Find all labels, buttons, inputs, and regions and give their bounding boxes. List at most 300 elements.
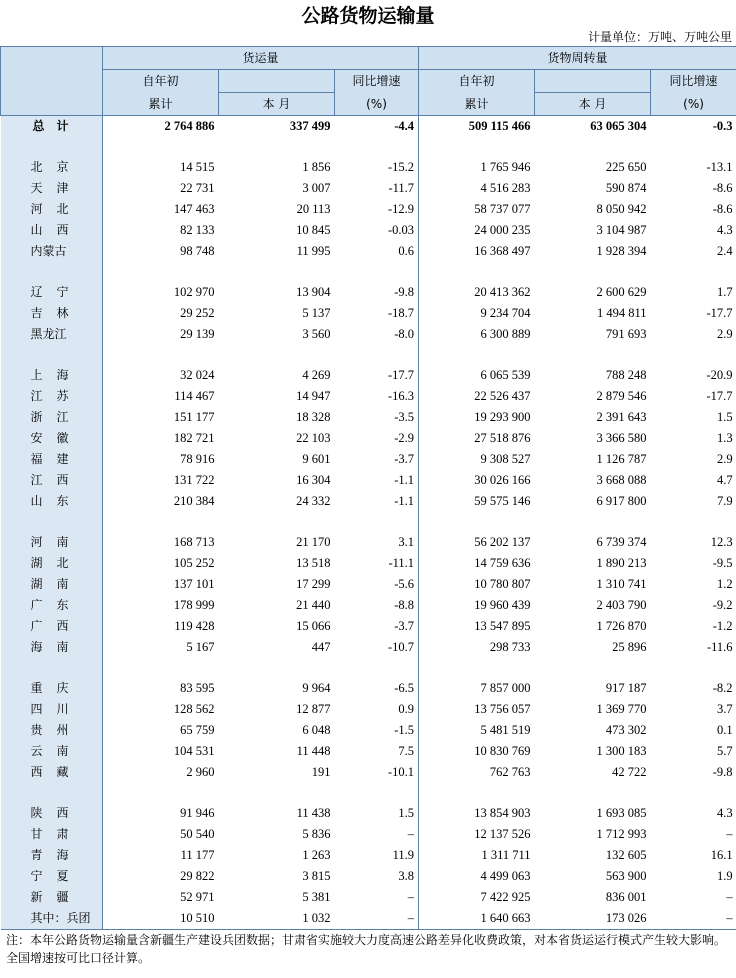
cell-turnover-ytd: 56 202 137 bbox=[474, 535, 531, 549]
spacer-cell bbox=[219, 262, 335, 282]
spacer-cell bbox=[419, 658, 535, 678]
spacer-cell bbox=[535, 658, 651, 678]
spacer-cell bbox=[335, 262, 419, 282]
region-name: 河南 bbox=[1, 532, 103, 553]
cell-freight-yoy: -3.5 bbox=[335, 407, 419, 428]
cell-turnover-ytd: 16 368 497 bbox=[474, 244, 531, 258]
region-name: 重庆 bbox=[1, 678, 103, 699]
cell-freight-ytd: 98 748 bbox=[180, 244, 215, 258]
cell-turnover-yoy: 12.3 bbox=[710, 535, 733, 549]
region-name: 其中：兵团 bbox=[1, 908, 103, 930]
table-row bbox=[1, 241, 736, 262]
cell-turnover-month: 8 050 942 bbox=[596, 202, 647, 216]
cell-freight-yoy: -10.7 bbox=[335, 637, 419, 658]
cell-freight-ytd: 22 731 bbox=[180, 181, 215, 195]
header-freight-yoy-top: 同比增速 bbox=[335, 70, 419, 93]
cell-freight-month: 16 304 bbox=[296, 473, 331, 487]
cell-turnover-month: 1 693 085 bbox=[596, 806, 647, 820]
region-name: 贵州 bbox=[1, 720, 103, 741]
cell-freight-yoy: -3.7 bbox=[335, 616, 419, 637]
cell-turnover-yoy: -20.9 bbox=[706, 368, 733, 382]
region-name: 四川 bbox=[1, 699, 103, 720]
cell-turnover-yoy: -1.2 bbox=[712, 619, 733, 633]
header-turnover: 货物周转量 bbox=[419, 47, 736, 70]
cell-turnover-ytd: 13 854 903 bbox=[474, 806, 531, 820]
spacer-cell bbox=[103, 137, 219, 157]
spacer-cell bbox=[419, 262, 535, 282]
table-row bbox=[1, 220, 736, 241]
cell-turnover-yoy: -8.2 bbox=[712, 681, 733, 695]
cell-freight-ytd: 102 970 bbox=[173, 285, 215, 299]
cell-freight-yoy: -12.9 bbox=[335, 199, 419, 220]
header-turnover-ytd-top: 自年初 bbox=[419, 70, 535, 93]
spacer-cell bbox=[219, 658, 335, 678]
cell-turnover-yoy: 2.4 bbox=[716, 244, 733, 258]
region-name: 山西 bbox=[1, 220, 103, 241]
spacer-cell bbox=[219, 783, 335, 803]
table-row bbox=[1, 470, 736, 491]
table-row bbox=[1, 887, 736, 908]
cell-turnover-ytd: 762 763 bbox=[489, 765, 531, 779]
table-row bbox=[1, 407, 736, 428]
cell-turnover-ytd: 7 857 000 bbox=[480, 681, 531, 695]
spacer-cell bbox=[535, 512, 651, 532]
cell-freight-yoy: 3.1 bbox=[335, 532, 419, 553]
cell-turnover-month: 3 366 580 bbox=[596, 431, 647, 445]
cell-turnover-ytd: 22 526 437 bbox=[474, 389, 531, 403]
cell-freight-month: 21 440 bbox=[296, 598, 331, 612]
cell-turnover-yoy: 1.9 bbox=[716, 869, 733, 883]
cell-freight-yoy: -4.4 bbox=[335, 116, 419, 138]
cell-turnover-yoy: 2.9 bbox=[716, 452, 733, 466]
cell-turnover-ytd: 30 026 166 bbox=[474, 473, 531, 487]
cell-turnover-yoy: 16.1 bbox=[710, 848, 733, 862]
header-freight-month: 本 月 bbox=[219, 93, 335, 116]
region-name: 海南 bbox=[1, 637, 103, 658]
cell-turnover-yoy: – bbox=[726, 827, 733, 841]
region-name: 浙江 bbox=[1, 407, 103, 428]
cell-turnover-ytd: 1 311 711 bbox=[481, 848, 531, 862]
spacer-cell bbox=[103, 658, 219, 678]
spacer-row bbox=[1, 512, 736, 532]
cell-freight-yoy: -10.1 bbox=[335, 762, 419, 783]
cell-freight-ytd: 2 764 886 bbox=[103, 116, 219, 138]
cell-turnover-month: 1 890 213 bbox=[596, 556, 647, 570]
header-turnover-month-top bbox=[535, 70, 651, 93]
table-row bbox=[1, 553, 736, 574]
region-name: 安徽 bbox=[1, 428, 103, 449]
cell-turnover-yoy: 4.3 bbox=[716, 223, 733, 237]
cell-turnover-month: 3 668 088 bbox=[596, 473, 647, 487]
cell-turnover-month: 791 693 bbox=[605, 327, 647, 341]
table-row bbox=[1, 908, 736, 930]
spacer-cell bbox=[535, 345, 651, 365]
cell-turnover-yoy: 1.3 bbox=[716, 431, 733, 445]
cell-turnover-month: 1 712 993 bbox=[596, 827, 647, 841]
region-name: 江西 bbox=[1, 470, 103, 491]
spacer-row bbox=[1, 137, 736, 157]
region-name: 内蒙古 bbox=[1, 241, 103, 262]
spacer-cell bbox=[335, 783, 419, 803]
cell-freight-month: 11 448 bbox=[296, 744, 331, 758]
cell-freight-ytd: 14 515 bbox=[180, 160, 215, 174]
region-name: 陕西 bbox=[1, 803, 103, 824]
table-row bbox=[1, 303, 736, 324]
region-name: 广西 bbox=[1, 616, 103, 637]
spacer-cell bbox=[219, 345, 335, 365]
spacer-cell bbox=[1, 783, 103, 803]
cell-freight-ytd: 178 999 bbox=[173, 598, 215, 612]
cell-turnover-ytd: 14 759 636 bbox=[474, 556, 531, 570]
table-row bbox=[1, 803, 736, 824]
spacer-cell bbox=[335, 345, 419, 365]
row-header-corner bbox=[1, 47, 103, 116]
cell-turnover-yoy: -8.6 bbox=[712, 181, 733, 195]
header-turnover-yoy-bottom: (%) bbox=[651, 93, 736, 116]
cell-freight-ytd: 105 252 bbox=[173, 556, 215, 570]
cell-turnover-yoy: -9.8 bbox=[712, 765, 733, 779]
cell-freight-ytd: 10 510 bbox=[103, 908, 219, 930]
cell-turnover-yoy: -17.7 bbox=[706, 306, 733, 320]
spacer-cell bbox=[1, 512, 103, 532]
cell-turnover-yoy: 4.3 bbox=[716, 806, 733, 820]
cell-turnover-ytd: 13 756 057 bbox=[474, 702, 531, 716]
table-row bbox=[1, 386, 736, 407]
spacer-cell bbox=[103, 512, 219, 532]
spacer-cell bbox=[419, 783, 535, 803]
header-freight-ytd-top: 自年初 bbox=[103, 70, 219, 93]
spacer-cell bbox=[419, 345, 535, 365]
table-row bbox=[1, 365, 736, 386]
spacer-cell bbox=[1, 345, 103, 365]
cell-freight-yoy: -1.1 bbox=[335, 470, 419, 491]
cell-turnover-month: 590 874 bbox=[605, 181, 647, 195]
spacer-cell bbox=[335, 658, 419, 678]
total-row bbox=[1, 116, 736, 138]
region-name: 新疆 bbox=[1, 887, 103, 908]
cell-freight-month: 4 269 bbox=[302, 368, 331, 382]
region-name: 西藏 bbox=[1, 762, 103, 783]
cell-freight-month: 447 bbox=[311, 640, 331, 654]
spacer-cell bbox=[335, 137, 419, 157]
cell-freight-yoy: -2.9 bbox=[335, 428, 419, 449]
cell-freight-month: 11 438 bbox=[296, 806, 331, 820]
cell-turnover-yoy: -8.6 bbox=[712, 202, 733, 216]
cell-turnover-month: 2 391 643 bbox=[596, 410, 647, 424]
cell-freight-yoy: 0.6 bbox=[335, 241, 419, 262]
cell-turnover-ytd: 19 293 900 bbox=[474, 410, 531, 424]
cell-freight-month: 11 995 bbox=[296, 244, 331, 258]
cell-turnover-yoy: 1.7 bbox=[716, 285, 733, 299]
cell-turnover-month: 1 928 394 bbox=[596, 244, 647, 258]
cell-freight-ytd: 82 133 bbox=[180, 223, 215, 237]
header-turnover-yoy-top: 同比增速 bbox=[651, 70, 736, 93]
table-row bbox=[1, 616, 736, 637]
cell-freight-month: 3 560 bbox=[302, 327, 331, 341]
spacer-cell bbox=[419, 137, 535, 157]
cell-turnover-ytd: 13 547 895 bbox=[474, 619, 531, 633]
cell-turnover-yoy: -0.3 bbox=[651, 116, 736, 138]
region-name: 青海 bbox=[1, 845, 103, 866]
spacer-row bbox=[1, 658, 736, 678]
cell-freight-yoy: -16.3 bbox=[335, 386, 419, 407]
spacer-cell bbox=[651, 262, 736, 282]
cell-freight-month: 5 381 bbox=[302, 890, 331, 904]
cell-turnover-yoy: 5.7 bbox=[716, 744, 733, 758]
cell-turnover-yoy: -17.7 bbox=[706, 389, 733, 403]
cell-freight-yoy: – bbox=[335, 824, 419, 845]
cell-turnover-month: 788 248 bbox=[605, 368, 647, 382]
cell-turnover-yoy: 0.1 bbox=[716, 723, 733, 737]
cell-turnover-ytd: 4 499 063 bbox=[480, 869, 531, 883]
header-turnover-ytd-bottom: 累计 bbox=[419, 93, 535, 116]
cell-freight-month: 191 bbox=[311, 765, 331, 779]
footnote: 注：本年公路货物运输量含新疆生产建设兵团数据；甘肃省实施较大力度高速公路差异化收费政策，对本省货运运行模式产生较大影响。全国增速按可比口径计算。 bbox=[6, 933, 727, 965]
spacer-cell bbox=[651, 512, 736, 532]
spacer-cell bbox=[219, 512, 335, 532]
cell-freight-month: 20 113 bbox=[296, 202, 331, 216]
data-table bbox=[0, 46, 736, 930]
table-row bbox=[1, 678, 736, 699]
spacer-cell bbox=[535, 783, 651, 803]
cell-turnover-month: 1 726 870 bbox=[596, 619, 647, 633]
cell-freight-ytd: 11 177 bbox=[180, 848, 215, 862]
table-row bbox=[1, 595, 736, 616]
cell-freight-ytd: 29 822 bbox=[180, 869, 215, 883]
region-name: 天津 bbox=[1, 178, 103, 199]
table-row bbox=[1, 824, 736, 845]
spacer-cell bbox=[651, 137, 736, 157]
table-row bbox=[1, 866, 736, 887]
cell-freight-ytd: 32 024 bbox=[180, 368, 215, 382]
spacer-row bbox=[1, 783, 736, 803]
table-row bbox=[1, 845, 736, 866]
cell-turnover-ytd: 7 422 925 bbox=[480, 890, 531, 904]
cell-freight-yoy: -17.7 bbox=[335, 365, 419, 386]
cell-freight-month: 10 845 bbox=[296, 223, 331, 237]
cell-freight-ytd: 151 177 bbox=[173, 410, 215, 424]
cell-turnover-ytd: 5 481 519 bbox=[480, 723, 531, 737]
cell-freight-ytd: 29 252 bbox=[180, 306, 215, 320]
cell-freight-month: 9 601 bbox=[302, 452, 331, 466]
cell-freight-yoy: -3.7 bbox=[335, 449, 419, 470]
cell-turnover-ytd: 6 300 889 bbox=[480, 327, 531, 341]
cell-freight-yoy: -9.8 bbox=[335, 282, 419, 303]
cell-freight-yoy: -0.03 bbox=[335, 220, 419, 241]
cell-turnover-month: 836 001 bbox=[605, 890, 647, 904]
cell-freight-month: 14 947 bbox=[296, 389, 331, 403]
cell-freight-ytd: 131 722 bbox=[173, 473, 215, 487]
cell-turnover-month: 173 026 bbox=[535, 908, 651, 930]
table-row bbox=[1, 532, 736, 553]
table-row bbox=[1, 762, 736, 783]
cell-turnover-month: 225 650 bbox=[605, 160, 647, 174]
cell-freight-yoy: – bbox=[335, 887, 419, 908]
cell-freight-ytd: 65 759 bbox=[180, 723, 215, 737]
cell-turnover-month: 2 879 546 bbox=[596, 389, 647, 403]
spacer-cell bbox=[219, 137, 335, 157]
region-name: 湖南 bbox=[1, 574, 103, 595]
cell-freight-month: 1 032 bbox=[219, 908, 335, 930]
region-name: 江苏 bbox=[1, 386, 103, 407]
header-freight: 货运量 bbox=[103, 47, 419, 70]
cell-turnover-ytd: 20 413 362 bbox=[474, 285, 531, 299]
cell-turnover-month: 1 310 741 bbox=[596, 577, 647, 591]
spacer-cell bbox=[1, 658, 103, 678]
cell-turnover-month: 917 187 bbox=[605, 681, 647, 695]
cell-turnover-yoy: -9.2 bbox=[712, 598, 733, 612]
region-name: 北京 bbox=[1, 157, 103, 178]
region-name: 甘肃 bbox=[1, 824, 103, 845]
cell-freight-month: 24 332 bbox=[296, 494, 331, 508]
cell-freight-month: 5 137 bbox=[302, 306, 331, 320]
cell-turnover-month: 1 494 811 bbox=[596, 306, 647, 320]
cell-freight-month: 12 877 bbox=[296, 702, 331, 716]
cell-freight-yoy: 11.9 bbox=[335, 845, 419, 866]
spacer-cell bbox=[535, 262, 651, 282]
table-row bbox=[1, 282, 736, 303]
cell-turnover-yoy: 1.2 bbox=[716, 577, 733, 591]
cell-freight-ytd: 50 540 bbox=[180, 827, 215, 841]
cell-turnover-yoy: -11.6 bbox=[706, 640, 733, 654]
table-row bbox=[1, 428, 736, 449]
cell-turnover-month: 1 300 183 bbox=[596, 744, 647, 758]
cell-turnover-yoy: – bbox=[651, 908, 736, 930]
cell-freight-yoy: 1.5 bbox=[335, 803, 419, 824]
cell-freight-yoy: -1.1 bbox=[335, 491, 419, 512]
spacer-cell bbox=[651, 783, 736, 803]
header-freight-month-top bbox=[219, 70, 335, 93]
cell-freight-ytd: 83 595 bbox=[180, 681, 215, 695]
spacer-cell bbox=[1, 137, 103, 157]
cell-turnover-month: 1 369 770 bbox=[596, 702, 647, 716]
cell-turnover-month: 25 896 bbox=[612, 640, 647, 654]
cell-turnover-month: 1 126 787 bbox=[596, 452, 647, 466]
cell-turnover-ytd: 58 737 077 bbox=[474, 202, 531, 216]
table-body bbox=[1, 116, 736, 930]
cell-turnover-month: 42 722 bbox=[612, 765, 647, 779]
cell-freight-ytd: 78 916 bbox=[180, 452, 215, 466]
page-title: 公路货物运输量 bbox=[301, 5, 435, 27]
cell-freight-ytd: 119 428 bbox=[174, 619, 215, 633]
spacer-cell bbox=[651, 658, 736, 678]
region-name: 河北 bbox=[1, 199, 103, 220]
cell-turnover-ytd: 19 960 439 bbox=[474, 598, 531, 612]
table-row bbox=[1, 199, 736, 220]
cell-turnover-ytd: 24 000 235 bbox=[474, 223, 531, 237]
cell-turnover-ytd: 509 115 466 bbox=[419, 116, 535, 138]
header-freight-yoy-bottom: (%) bbox=[335, 93, 419, 116]
region-name: 宁夏 bbox=[1, 866, 103, 887]
cell-freight-yoy: -1.5 bbox=[335, 720, 419, 741]
cell-turnover-yoy: 2.9 bbox=[716, 327, 733, 341]
cell-freight-yoy: 7.5 bbox=[335, 741, 419, 762]
cell-freight-yoy: -8.8 bbox=[335, 595, 419, 616]
cell-turnover-ytd: 27 518 876 bbox=[474, 431, 531, 445]
cell-freight-month: 6 048 bbox=[302, 723, 331, 737]
cell-freight-ytd: 182 721 bbox=[173, 431, 215, 445]
cell-turnover-ytd: 1 765 946 bbox=[480, 160, 531, 174]
cell-turnover-month: 473 302 bbox=[605, 723, 647, 737]
region-name: 黑龙江 bbox=[1, 324, 103, 345]
cell-turnover-month: 132 605 bbox=[605, 848, 647, 862]
table-row bbox=[1, 637, 736, 658]
spacer-cell bbox=[103, 345, 219, 365]
cell-turnover-ytd: 6 065 539 bbox=[480, 368, 531, 382]
cell-turnover-ytd: 4 516 283 bbox=[480, 181, 531, 195]
cell-freight-yoy: 3.8 bbox=[335, 866, 419, 887]
cell-freight-ytd: 91 946 bbox=[180, 806, 215, 820]
table-row bbox=[1, 574, 736, 595]
cell-turnover-month: 2 403 790 bbox=[596, 598, 647, 612]
cell-freight-month: 13 904 bbox=[296, 285, 331, 299]
cell-freight-ytd: 5 167 bbox=[186, 640, 215, 654]
cell-turnover-ytd: 10 780 807 bbox=[474, 577, 531, 591]
cell-freight-yoy: -5.6 bbox=[335, 574, 419, 595]
cell-freight-yoy: 0.9 bbox=[335, 699, 419, 720]
region-name: 湖北 bbox=[1, 553, 103, 574]
spacer-cell bbox=[103, 262, 219, 282]
cell-turnover-ytd: 10 830 769 bbox=[474, 744, 531, 758]
spacer-row bbox=[1, 262, 736, 282]
spacer-row bbox=[1, 345, 736, 365]
cell-freight-ytd: 52 971 bbox=[180, 890, 215, 904]
region-name: 广东 bbox=[1, 595, 103, 616]
spacer-cell bbox=[1, 262, 103, 282]
table-row bbox=[1, 699, 736, 720]
table-row bbox=[1, 741, 736, 762]
cell-freight-month: 21 170 bbox=[296, 535, 331, 549]
cell-freight-ytd: 114 467 bbox=[174, 389, 215, 403]
cell-freight-ytd: 168 713 bbox=[173, 535, 215, 549]
region-name: 福建 bbox=[1, 449, 103, 470]
cell-freight-ytd: 210 384 bbox=[173, 494, 215, 508]
cell-freight-yoy: -11.7 bbox=[335, 178, 419, 199]
cell-turnover-month: 2 600 629 bbox=[596, 285, 647, 299]
region-name: 山东 bbox=[1, 491, 103, 512]
region-name: 辽宁 bbox=[1, 282, 103, 303]
spacer-cell bbox=[103, 783, 219, 803]
cell-freight-month: 18 328 bbox=[296, 410, 331, 424]
cell-freight-month: 22 103 bbox=[296, 431, 331, 445]
cell-freight-month: 13 518 bbox=[296, 556, 331, 570]
spacer-cell bbox=[335, 512, 419, 532]
region-name: 上海 bbox=[1, 365, 103, 386]
cell-freight-yoy: -15.2 bbox=[335, 157, 419, 178]
cell-turnover-ytd: 9 308 527 bbox=[480, 452, 531, 466]
spacer-cell bbox=[419, 512, 535, 532]
cell-freight-month: 337 499 bbox=[219, 116, 335, 138]
cell-freight-month: 3 007 bbox=[302, 181, 331, 195]
cell-freight-yoy: -8.0 bbox=[335, 324, 419, 345]
cell-freight-month: 3 815 bbox=[302, 869, 331, 883]
cell-freight-yoy: -18.7 bbox=[335, 303, 419, 324]
cell-freight-yoy: -11.1 bbox=[335, 553, 419, 574]
cell-turnover-ytd: 59 575 146 bbox=[474, 494, 531, 508]
cell-turnover-yoy: 3.7 bbox=[716, 702, 733, 716]
region-name: 吉林 bbox=[1, 303, 103, 324]
cell-freight-month: 5 836 bbox=[302, 827, 331, 841]
cell-freight-month: 1 856 bbox=[302, 160, 331, 174]
header-turnover-month: 本 月 bbox=[535, 93, 651, 116]
cell-turnover-ytd: 9 234 704 bbox=[480, 306, 531, 320]
table-row bbox=[1, 157, 736, 178]
header-freight-ytd-bottom: 累计 bbox=[103, 93, 219, 116]
cell-turnover-yoy: 4.7 bbox=[716, 473, 733, 487]
region-name: 总 计 bbox=[1, 116, 103, 138]
cell-turnover-yoy: 7.9 bbox=[716, 494, 733, 508]
cell-freight-ytd: 104 531 bbox=[173, 744, 215, 758]
